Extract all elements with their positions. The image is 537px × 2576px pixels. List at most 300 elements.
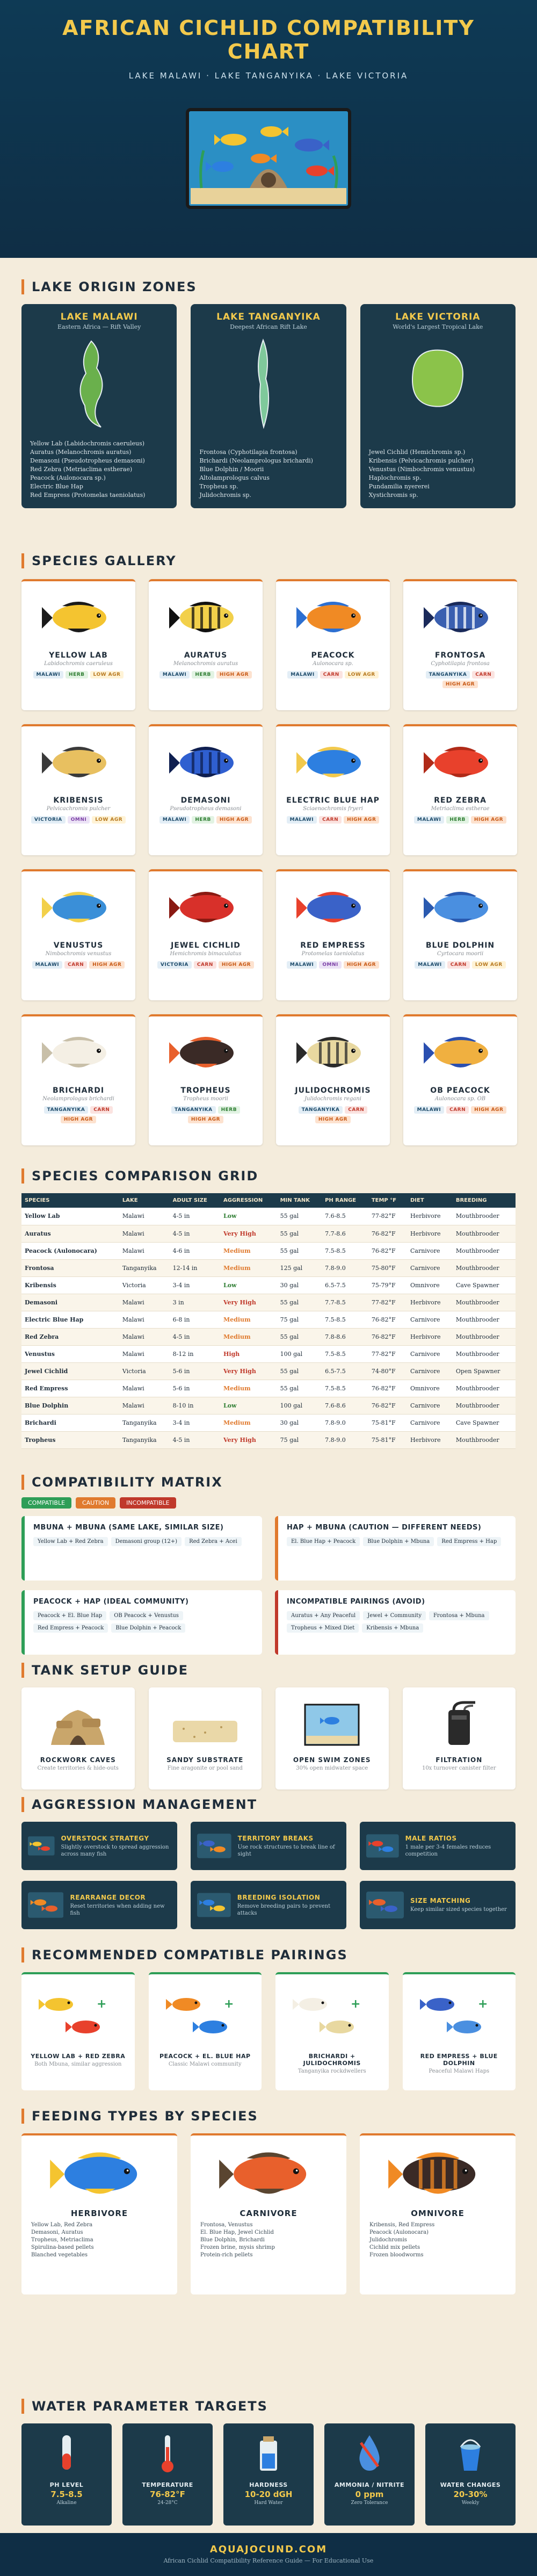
table-cell: 7.7-8.6 xyxy=(322,1225,368,1242)
table-cell: 75 gal xyxy=(277,1311,322,1328)
table-cell: Mouthbrooder xyxy=(453,1294,516,1311)
table-cell: Frontosa xyxy=(21,1259,119,1276)
table-cell: Mouthbrooder xyxy=(453,1397,516,1414)
table-cell: Jewel Cichlid xyxy=(21,1362,119,1380)
pairing-desc: Tanganyika rockdwellers xyxy=(297,2068,366,2074)
table-cell: 7.8-9.0 xyxy=(322,1431,368,1448)
lake-zones-section xyxy=(0,279,537,508)
species-tag: CARN xyxy=(472,671,495,679)
list-item: Auratus (Melanochromis auratus) xyxy=(30,449,132,456)
pairing-chip: Frontosa + Mbuna xyxy=(429,1611,489,1620)
species-tag: LOW AGR xyxy=(92,816,126,824)
aggression-title: MALE RATIOS xyxy=(405,1834,457,1842)
fish-group-icon xyxy=(366,1832,399,1859)
species-tags xyxy=(149,816,263,824)
aggression-card xyxy=(360,1822,516,1870)
compatibility-matrix-section xyxy=(0,1475,537,1655)
matrix-chips xyxy=(33,1537,253,1546)
table-cell: 6-8 in xyxy=(170,1311,220,1328)
table-cell: Carnivore xyxy=(407,1414,453,1431)
species-tag: HIGH AGR xyxy=(344,816,379,824)
list-item: Peacock (Aulonocara) xyxy=(369,2229,429,2235)
water-param-value: 10-20 dGH xyxy=(244,2490,293,2499)
table-cell: Carnivore xyxy=(407,1311,453,1328)
species-tag: MALAWI xyxy=(287,816,317,824)
fish-pair-icon xyxy=(413,1988,505,2042)
species-tag: CARN xyxy=(345,1106,367,1114)
pairing-card xyxy=(21,1972,135,2090)
table-cell: 76-82°F xyxy=(368,1380,407,1397)
table-row xyxy=(21,1345,516,1362)
table-cell: Very High xyxy=(220,1431,277,1448)
table-cell: Low xyxy=(220,1397,277,1414)
table-cell: 77-82°F xyxy=(368,1208,407,1225)
table-cell: Victoria xyxy=(119,1362,170,1380)
species-tag: CARN xyxy=(320,671,343,679)
table-cell: Carnivore xyxy=(407,1345,453,1362)
table-cell: 75-81°F xyxy=(368,1414,407,1431)
list-item: Julidochromis sp. xyxy=(199,492,251,499)
species-card[interactable] xyxy=(403,579,517,710)
fish-icon xyxy=(295,596,371,639)
table-cell: Medium xyxy=(220,1380,277,1397)
species-name: JEWEL CICHLID xyxy=(171,941,241,950)
table-cell: Herbivore xyxy=(407,1225,453,1242)
pairing-chip: Blue Dolphin + Peacock xyxy=(111,1623,185,1633)
water-param-note: 24-28°C xyxy=(157,2500,178,2506)
table-row xyxy=(21,1397,516,1414)
fish-icon xyxy=(41,886,116,929)
species-tags xyxy=(21,816,135,824)
species-gallery-section xyxy=(0,553,537,1145)
table-cell: 100 gal xyxy=(277,1345,322,1362)
fish-icon xyxy=(48,2145,150,2203)
fish-pair-icon xyxy=(32,1988,124,2042)
table-cell: Malawi xyxy=(119,1242,170,1259)
setup-title: OPEN SWIM ZONES xyxy=(293,1756,371,1764)
lake-map-icon xyxy=(59,336,140,432)
table-cell: Cave Spawner xyxy=(453,1276,516,1294)
species-tags xyxy=(276,961,390,969)
table-cell: 55 gal xyxy=(277,1242,322,1259)
table-cell: 7.5-8.5 xyxy=(322,1380,368,1397)
species-tag: MALAWI xyxy=(159,671,190,679)
matrix-box-title: HAP + MBUNA (CAUTION — DIFFERENT NEEDS) xyxy=(287,1524,482,1532)
list-item: Cichlid mix pellets xyxy=(369,2245,420,2250)
list-item: Blanched vegetables xyxy=(31,2252,88,2258)
species-scientific-name: Protomelas taeniolatus xyxy=(301,951,365,957)
table-cell: Mouthbrooder xyxy=(453,1225,516,1242)
table-cell: 5-6 in xyxy=(170,1380,220,1397)
species-tags xyxy=(403,816,517,824)
table-cell: Mouthbrooder xyxy=(453,1345,516,1362)
matrix-chips xyxy=(287,1537,507,1546)
list-item: Red Empress (Protomelas taeniolatus) xyxy=(30,492,146,499)
setup-desc: Create territories & hide-outs xyxy=(37,1765,119,1771)
table-row xyxy=(21,1328,516,1345)
water-param-card xyxy=(425,2423,516,2526)
table-cell: 30 gal xyxy=(277,1414,322,1431)
list-item: Yellow Lab, Red Zebra xyxy=(31,2222,93,2228)
table-cell: Mouthbrooder xyxy=(453,1311,516,1328)
lake-species-list xyxy=(30,439,145,500)
water-param-value: 0 ppm xyxy=(355,2490,384,2499)
pairing-desc: Both Mbuna, similar aggression xyxy=(34,2061,122,2067)
list-item: Protein-rich pellets xyxy=(200,2252,253,2258)
water-param-note: Zero Tolerance xyxy=(351,2500,388,2506)
table-cell: 6.5-7.5 xyxy=(322,1276,368,1294)
species-tags xyxy=(403,671,517,688)
aggression-title: BREEDING ISOLATION xyxy=(237,1893,321,1901)
aggression-card xyxy=(191,1881,346,1929)
list-item: Jewel Cichlid (Hemichromis sp.) xyxy=(368,449,466,456)
pairing-title: BRICHARDI + JULIDOCHROMIS xyxy=(303,2053,361,2067)
table-cell: High xyxy=(220,1345,277,1362)
species-scientific-name: Cyphotilapia frontosa xyxy=(431,661,490,667)
pairing-chip: Yellow Lab + Red Zebra xyxy=(33,1537,108,1546)
table-cell: 76-82°F xyxy=(368,1242,407,1259)
list-item: Spirulina-based pellets xyxy=(31,2245,94,2250)
feeding-list xyxy=(360,2218,516,2262)
table-cell: 55 gal xyxy=(277,1328,322,1345)
species-tag: OMNI xyxy=(319,961,342,969)
species-scientific-name: Aulonocara sp. OB xyxy=(434,1096,486,1102)
species-card[interactable] xyxy=(21,579,135,710)
column-header: LAKE xyxy=(119,1193,170,1208)
list-item: Blue Dolphin / Moorii xyxy=(199,466,264,473)
species-card[interactable] xyxy=(403,724,517,855)
list-item: Brichardi (Neolamprologus brichardi) xyxy=(199,457,313,464)
species-tag: HIGH AGR xyxy=(216,816,252,824)
species-tag: LOW AGR xyxy=(90,671,124,679)
section-title: TANK SETUP GUIDE xyxy=(21,1663,516,1678)
table-cell: 8-12 in xyxy=(170,1345,220,1362)
table-cell: 76-82°F xyxy=(368,1328,407,1345)
table-cell: 75-80°F xyxy=(368,1259,407,1276)
fish-icon xyxy=(423,596,498,639)
table-row xyxy=(21,1414,516,1431)
pairing-desc: Peaceful Malawi Haps xyxy=(429,2068,490,2074)
lake-caption: Deepest African Rift Lake xyxy=(230,323,307,330)
sand-substrate-icon xyxy=(168,1699,243,1748)
species-tag: HIGH AGR xyxy=(442,681,478,688)
table-cell: Herbivore xyxy=(407,1208,453,1225)
list-item: Frozen bloodworms xyxy=(369,2252,424,2258)
aggression-title: OVERSTOCK STRATEGY xyxy=(61,1834,149,1842)
species-tag: CARN xyxy=(319,816,342,824)
fish-icon xyxy=(41,596,116,639)
aggression-title: REARRANGE DECOR xyxy=(70,1893,146,1901)
species-name: AURATUS xyxy=(184,651,228,660)
species-scientific-name: Labidochromis caeruleus xyxy=(44,661,113,667)
setup-desc: 30% open midwater space xyxy=(296,1765,368,1771)
species-scientific-name: Sciaenochromis fryeri xyxy=(303,806,363,812)
table-cell: 7.8-8.6 xyxy=(322,1328,368,1345)
table-cell: 76-82°F xyxy=(368,1397,407,1414)
species-tags xyxy=(21,671,135,679)
fish-icon xyxy=(168,596,243,639)
species-tag: CARN xyxy=(90,1106,113,1114)
table-row xyxy=(21,1311,516,1328)
table-cell: Cave Spawner xyxy=(453,1414,516,1431)
fish-group-icon xyxy=(197,1832,231,1859)
table-cell: 75-79°F xyxy=(368,1276,407,1294)
pairing-chip: Demasoni group (12+) xyxy=(111,1537,182,1546)
water-param-card xyxy=(21,2423,112,2526)
table-cell: Electric Blue Hap xyxy=(21,1311,119,1328)
setup-desc: 10x turnover canister filter xyxy=(422,1765,496,1771)
aggression-text xyxy=(70,1894,171,1917)
species-card[interactable] xyxy=(276,579,390,710)
species-card[interactable] xyxy=(149,869,263,1000)
table-cell: 75-81°F xyxy=(368,1431,407,1448)
pairing-chip: Red Empress + Hap xyxy=(437,1537,501,1546)
list-item: Frozen brine, mysis shrimp xyxy=(200,2245,275,2250)
species-tag: TANGANYIKA xyxy=(44,1106,89,1114)
lake-caption: Eastern Africa — Rift Valley xyxy=(57,323,141,330)
table-cell: Omnivore xyxy=(407,1380,453,1397)
table-cell: Medium xyxy=(220,1242,277,1259)
pairing-desc: Classic Malawi community xyxy=(168,2061,242,2067)
list-item: Demasoni (Pseudotropheus demasoni) xyxy=(30,457,145,464)
table-cell: Medium xyxy=(220,1414,277,1431)
fish-group-icon xyxy=(28,1832,55,1859)
aggression-card xyxy=(21,1822,177,1870)
species-tags xyxy=(403,961,517,969)
table-cell: Auratus xyxy=(21,1225,119,1242)
table-cell: Carnivore xyxy=(407,1362,453,1380)
species-tag: CARN xyxy=(194,961,216,969)
section-title: COMPATIBILITY MATRIX xyxy=(21,1475,516,1490)
aggression-section xyxy=(0,1797,537,1929)
table-cell: Tropheus xyxy=(21,1431,119,1448)
pairing-card xyxy=(403,1972,516,2090)
fish-icon xyxy=(423,741,498,784)
setup-card xyxy=(21,1687,135,1790)
list-item: Tropheus, Metriaclima xyxy=(31,2237,93,2243)
species-tag: HIGH AGR xyxy=(188,1116,223,1123)
list-item: Frontosa (Cyphotilapia frontosa) xyxy=(199,449,297,456)
species-tag: HIGH AGR xyxy=(344,961,379,969)
fish-icon xyxy=(387,2145,489,2203)
section-title: LAKE ORIGIN ZONES xyxy=(21,279,516,294)
species-tag: MALAWI xyxy=(414,816,445,824)
species-scientific-name: Aulonocara sp. xyxy=(313,661,353,667)
table-cell: 55 gal xyxy=(277,1294,322,1311)
water-param-note: Alkaline xyxy=(56,2500,77,2506)
matrix-box xyxy=(21,1516,262,1581)
list-item: Kribensis (Pelvicachromis pulcher) xyxy=(368,457,474,464)
species-tag: MALAWI xyxy=(32,961,63,969)
table-cell: Mouthbrooder xyxy=(453,1380,516,1397)
lake-card xyxy=(191,304,346,508)
table-cell: Omnivore xyxy=(407,1276,453,1294)
fish-icon xyxy=(295,741,371,784)
list-item: El. Blue Hap, Jewel Cichlid xyxy=(200,2229,274,2235)
fish-icon xyxy=(295,886,371,929)
species-card[interactable] xyxy=(21,1014,135,1145)
list-item: Electric Blue Hap xyxy=(30,483,83,490)
table-cell: 3 in xyxy=(170,1294,220,1311)
table-cell: 7.6-8.5 xyxy=(322,1208,368,1225)
species-card[interactable] xyxy=(276,1014,390,1145)
water-param-label: AMMONIA / NITRITE xyxy=(334,2481,405,2488)
pairing-chip: Blue Dolphin + Mbuna xyxy=(363,1537,434,1546)
species-scientific-name: Pseudotropheus demasoni xyxy=(170,806,242,812)
species-tag: CARN xyxy=(447,961,470,969)
svg-text:+: + xyxy=(477,1997,488,2011)
table-cell: Malawi xyxy=(119,1294,170,1311)
table-cell: 55 gal xyxy=(277,1225,322,1242)
column-header: MIN TANK xyxy=(277,1193,322,1208)
aggression-desc: Remove breeding pairs to prevent attacks xyxy=(237,1903,331,1916)
pairing-chip: El. Blue Hap + Peacock xyxy=(287,1537,360,1546)
table-cell: Carnivore xyxy=(407,1397,453,1414)
setup-desc: Fine aragonite or pool sand xyxy=(167,1765,243,1771)
species-tags xyxy=(403,1106,517,1114)
table-cell: Kribensis xyxy=(21,1276,119,1294)
species-card[interactable] xyxy=(149,1014,263,1145)
table-cell: Herbivore xyxy=(407,1431,453,1448)
comparison-table xyxy=(21,1193,516,1449)
species-card[interactable] xyxy=(149,579,263,710)
table-cell: Tanganyika xyxy=(119,1431,170,1448)
setup-title: SANDY SUBSTRATE xyxy=(166,1756,244,1764)
table-row xyxy=(21,1276,516,1294)
species-scientific-name: Cyrtocara moorii xyxy=(437,951,484,957)
section-title: SPECIES COMPARISON GRID xyxy=(21,1168,516,1184)
species-tag: HIGH AGR xyxy=(471,1106,506,1114)
comparison-grid-section xyxy=(0,1168,537,1449)
species-name: VENUSTUS xyxy=(53,941,104,950)
feeding-title: OMNIVORE xyxy=(411,2209,465,2218)
species-tags xyxy=(149,671,263,679)
species-card[interactable] xyxy=(403,1014,517,1145)
pairing-chip: OB Peacock + Venustus xyxy=(110,1611,183,1620)
feeding-section xyxy=(0,2109,537,2294)
table-cell: Medium xyxy=(220,1328,277,1345)
aggression-card xyxy=(21,1881,177,1929)
fish-icon xyxy=(168,741,243,784)
footer xyxy=(0,2533,537,2576)
fish-icon xyxy=(41,741,116,784)
aggression-text xyxy=(405,1835,509,1858)
open-swim-icon xyxy=(300,1699,364,1748)
species-name: RED EMPRESS xyxy=(300,941,366,950)
section-title: FEEDING TYPES BY SPECIES xyxy=(21,2109,516,2124)
matrix-box-title: PEACOCK + HAP (IDEAL COMMUNITY) xyxy=(33,1598,189,1606)
species-tag: HIGH AGR xyxy=(216,671,252,679)
table-cell: 4-5 in xyxy=(170,1431,220,1448)
table-cell: Low xyxy=(220,1208,277,1225)
table-cell: 76-82°F xyxy=(368,1311,407,1328)
table-cell: Open Spawner xyxy=(453,1362,516,1380)
pairing-title: PEACOCK + EL. BLUE HAP xyxy=(159,2053,251,2060)
species-name: JULIDOCHROMIS xyxy=(295,1086,371,1095)
species-tags xyxy=(149,1106,263,1123)
table-cell: Mouthbrooder xyxy=(453,1328,516,1345)
footer-brand[interactable]: AQUAJOCUND.COM xyxy=(209,2544,328,2555)
species-tag: HERB xyxy=(66,671,88,679)
table-cell: 30 gal xyxy=(277,1276,322,1294)
fish-icon xyxy=(217,2145,320,2203)
species-tag: HIGH AGR xyxy=(219,961,254,969)
hero-header xyxy=(0,0,537,258)
table-cell: Malawi xyxy=(119,1397,170,1414)
species-tag: HERB xyxy=(218,1106,240,1114)
list-item: Demasoni, Auratus xyxy=(31,2229,83,2235)
matrix-box xyxy=(275,1590,516,1655)
lake-map-icon xyxy=(228,336,309,432)
species-tag: CARN xyxy=(446,1106,469,1114)
table-row xyxy=(21,1208,516,1225)
list-item: Altolamprologus calvus xyxy=(199,474,270,481)
svg-text:+: + xyxy=(97,1997,107,2011)
water-param-card xyxy=(223,2423,314,2526)
species-tag: MALAWI xyxy=(415,961,445,969)
table-cell: 4-5 in xyxy=(170,1208,220,1225)
species-card[interactable] xyxy=(21,869,135,1000)
list-item: Frontosa, Venustus xyxy=(200,2222,253,2228)
water-param-label: WATER CHANGES xyxy=(440,2481,501,2488)
list-item: Venustus (Nimbochromis venustus) xyxy=(368,466,475,473)
water-param-label: HARDNESS xyxy=(249,2481,288,2488)
pairing-chip: Peacock + El. Blue Hap xyxy=(33,1611,106,1620)
species-tag: HERB xyxy=(446,816,468,824)
list-item: Peacock (Aulonocara sp.) xyxy=(30,474,106,481)
table-cell: Mouthbrooder xyxy=(453,1259,516,1276)
species-card[interactable] xyxy=(149,724,263,855)
table-cell: 55 gal xyxy=(277,1208,322,1225)
droplet-icon xyxy=(353,2432,386,2475)
species-card[interactable] xyxy=(276,724,390,855)
list-item: Xystichromis sp. xyxy=(368,492,418,499)
table-cell: Malawi xyxy=(119,1208,170,1225)
water-param-value: 7.5-8.5 xyxy=(50,2490,83,2499)
pairings-section xyxy=(0,1947,537,2090)
fish-icon xyxy=(295,1031,371,1074)
water-param-note: Weekly xyxy=(461,2500,480,2506)
species-card[interactable] xyxy=(21,724,135,855)
table-row xyxy=(21,1380,516,1397)
fish-group-icon xyxy=(366,1892,404,1918)
species-tag: TANGANYIKA xyxy=(299,1106,343,1114)
table-cell: Very High xyxy=(220,1362,277,1380)
lake-species-list xyxy=(199,448,313,500)
table-cell: Medium xyxy=(220,1311,277,1328)
pairing-chip: Auratus + Any Peaceful xyxy=(287,1611,360,1620)
matrix-box xyxy=(275,1516,516,1581)
table-cell: Very High xyxy=(220,1294,277,1311)
species-tag: OMNI xyxy=(68,816,90,824)
aggression-text xyxy=(61,1835,171,1858)
table-row xyxy=(21,1242,516,1259)
table-row xyxy=(21,1362,516,1380)
column-header: BREEDING xyxy=(453,1193,516,1208)
page-title: AFRICAN CICHLID COMPATIBILITY CHART xyxy=(62,16,475,63)
aggression-card xyxy=(360,1881,516,1929)
column-header: DIET xyxy=(407,1193,453,1208)
species-scientific-name: Pelvicachromis pulcher xyxy=(46,806,111,812)
table-cell: 3-4 in xyxy=(170,1276,220,1294)
species-card[interactable] xyxy=(276,869,390,1000)
table-cell: 125 gal xyxy=(277,1259,322,1276)
column-header: AGGRESSION xyxy=(220,1193,277,1208)
table-cell: Blue Dolphin xyxy=(21,1397,119,1414)
species-card[interactable] xyxy=(403,869,517,1000)
list-item: Pundamilia nyererei xyxy=(368,483,430,490)
species-tag: VICTORIA xyxy=(31,816,66,824)
